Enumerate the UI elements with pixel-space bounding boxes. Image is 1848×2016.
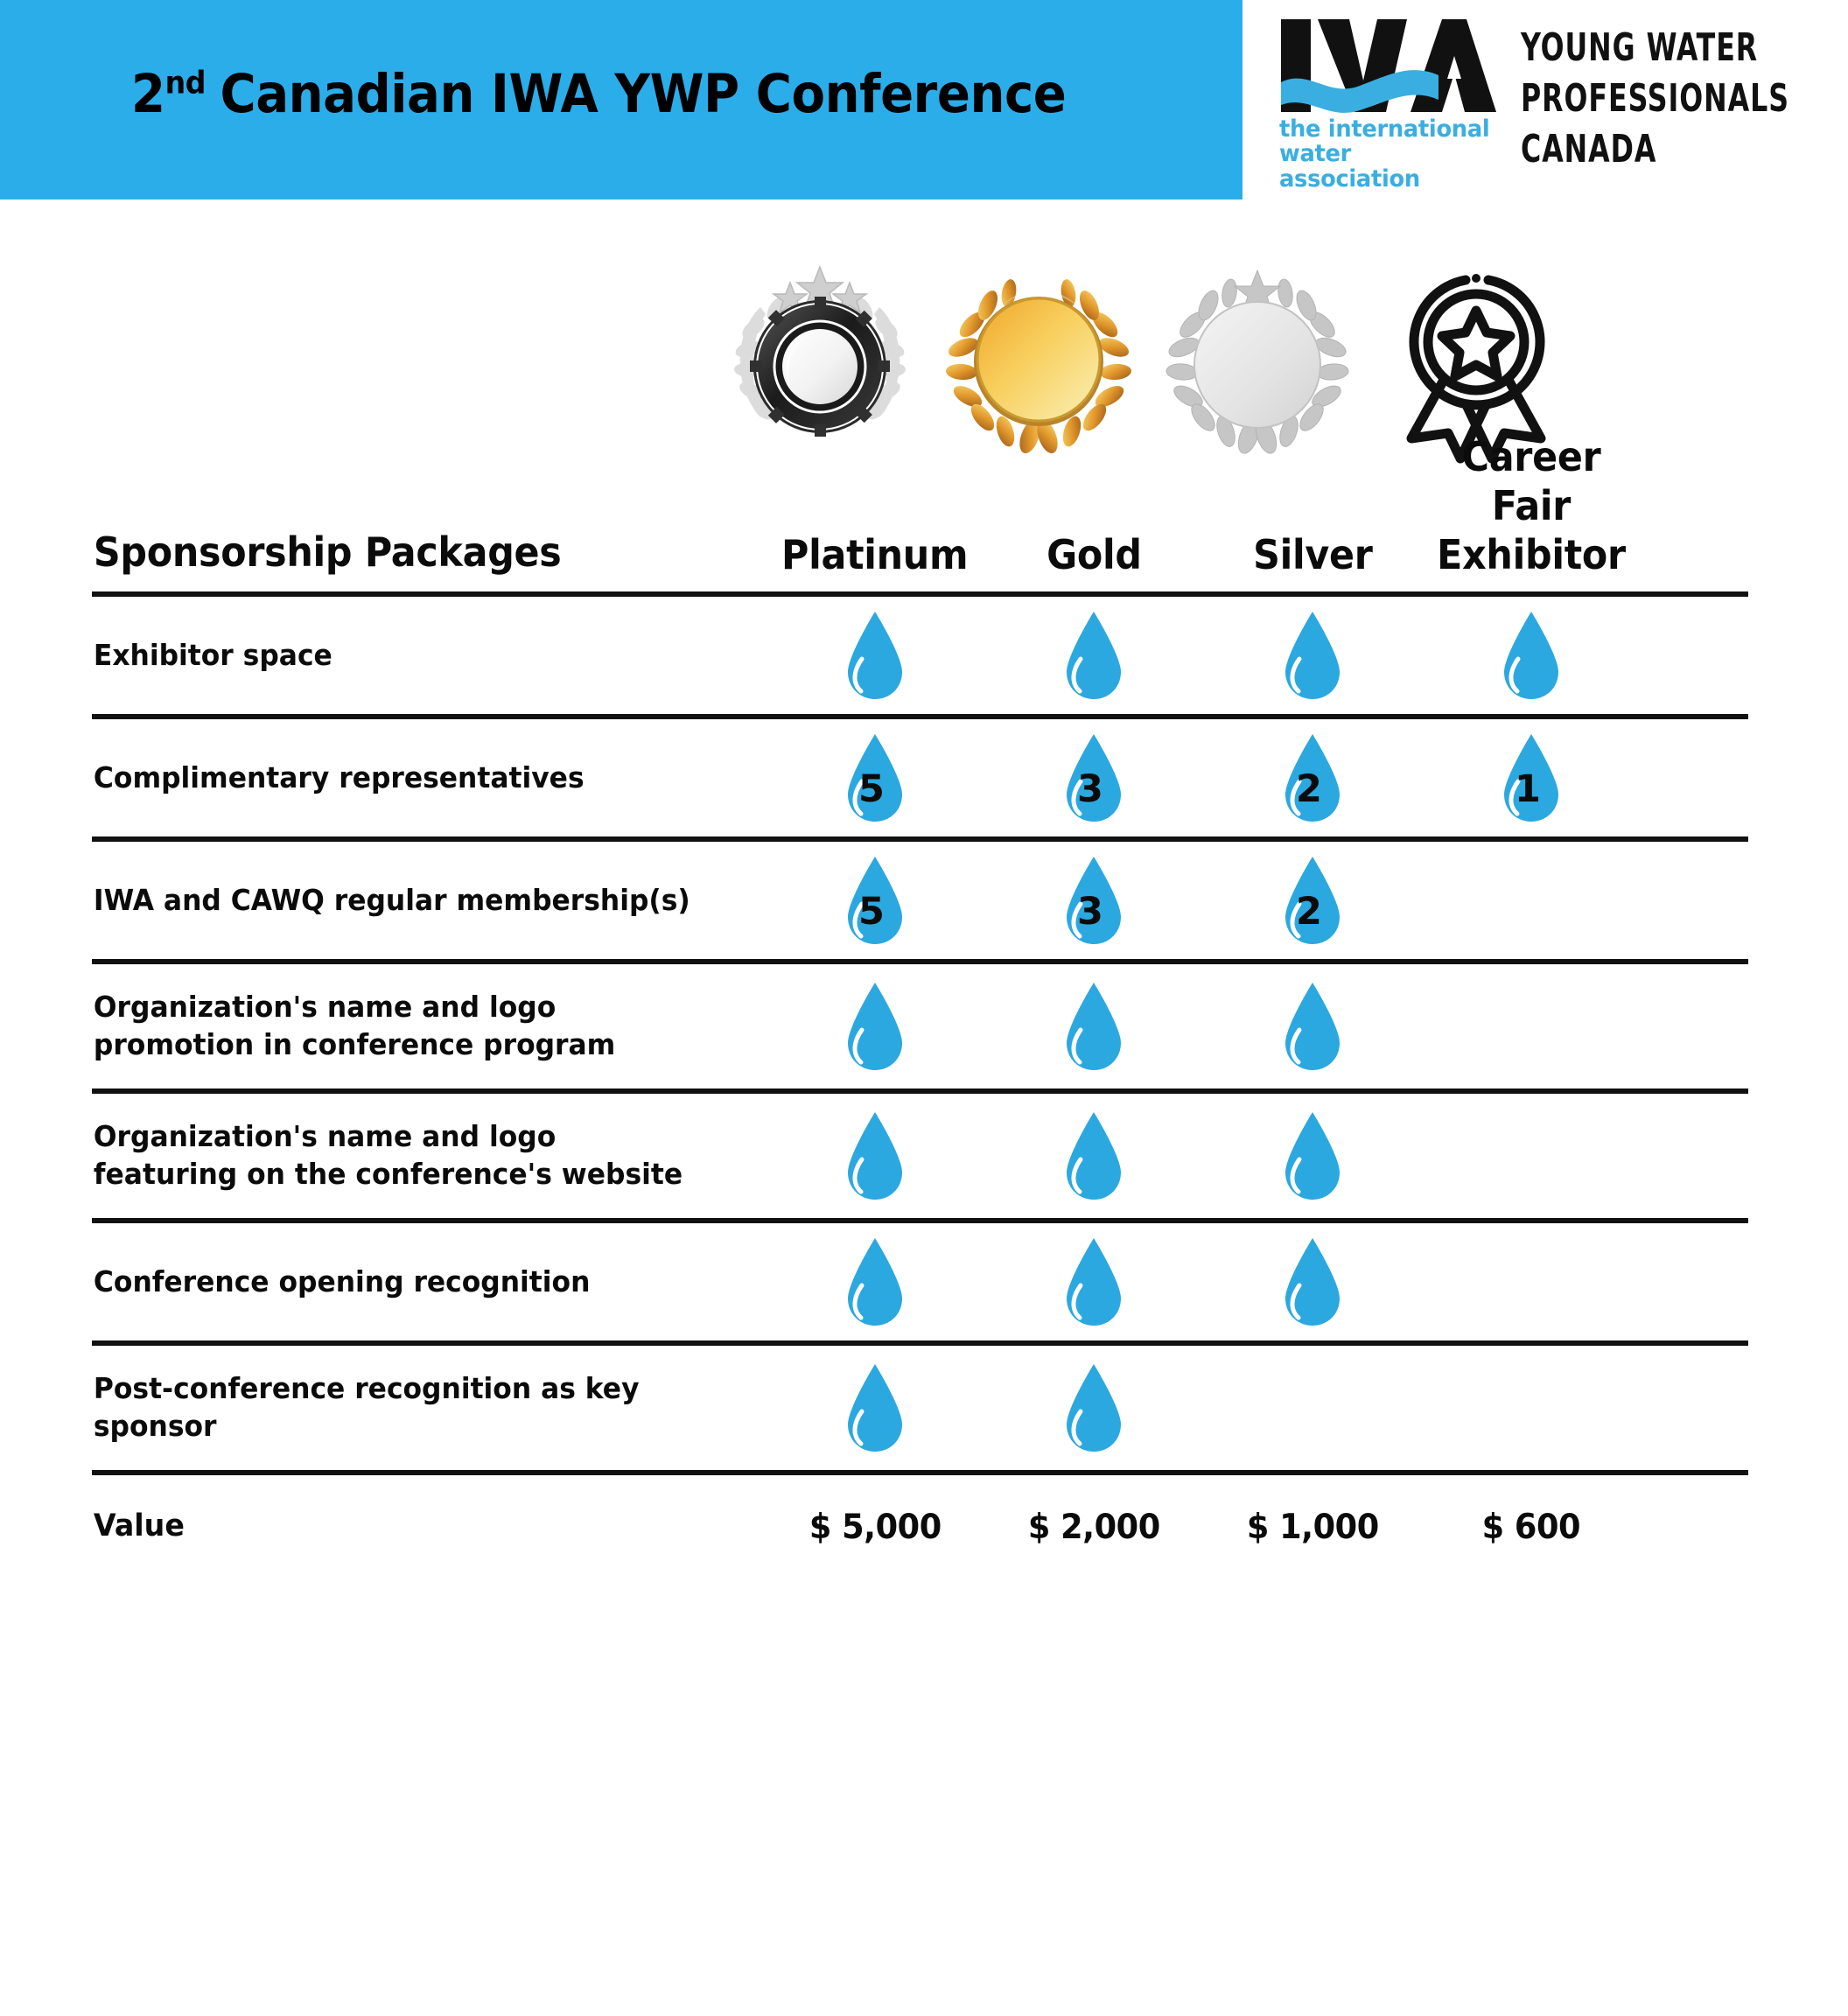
iwa-wordmark-icon (1279, 18, 1498, 114)
column-header-gold-label: Gold (1046, 530, 1142, 578)
cell-gold (984, 981, 1203, 1072)
column-header-platinum (766, 530, 984, 579)
page-title (131, 63, 1066, 125)
water-drop-icon (1278, 1236, 1347, 1327)
column-header-career-fair (1422, 432, 1641, 579)
water-drop-icon (841, 981, 909, 1072)
cell-gold (984, 1236, 1203, 1327)
feature-label: Organization's name and logo promotion in conference program (93, 990, 616, 1061)
page-header (0, 0, 1848, 203)
value-row-label: Value (93, 1508, 185, 1544)
ywp-line3: CANADA (1521, 127, 1657, 172)
cell-career-fair (1422, 732, 1641, 823)
water-drop-icon (1060, 732, 1128, 823)
table-row (92, 964, 1748, 1088)
platinum-medal-cell (710, 250, 929, 469)
ywp-canada-wordmark (1521, 18, 1789, 175)
column-header-platinum-label: Platinum (781, 530, 969, 578)
water-drop-icon (1060, 1110, 1128, 1201)
ywp-line1: YOUNG WATER (1521, 25, 1759, 70)
value-row (92, 1475, 1748, 1578)
gold-medal-icon (934, 255, 1144, 465)
cell-platinum (766, 981, 984, 1072)
value-platinum: $ 5,000 (808, 1507, 942, 1547)
ywp-line2: PROFESSIONALS (1521, 76, 1789, 122)
water-drop-icon (841, 610, 909, 701)
water-drop-icon (841, 1110, 909, 1201)
cell-platinum (766, 1110, 984, 1201)
cell-platinum (766, 1236, 984, 1327)
cell-gold (984, 610, 1203, 701)
feature-label: Conference opening recognition (93, 1264, 591, 1298)
cell-gold (984, 732, 1203, 823)
title-number: 2 (131, 63, 165, 125)
value-gold: $ 2,000 (1027, 1507, 1160, 1547)
column-header-career-fair-label: Career Fair Exhibitor (1437, 432, 1626, 578)
title-rest: Canadian IWA YWP Conference (220, 63, 1067, 125)
cell-gold (984, 1362, 1203, 1453)
table-header-row (92, 432, 1748, 592)
feature-label: Post-conference recognition as key sponsor (93, 1371, 640, 1443)
cell-platinum (766, 1362, 984, 1453)
water-drop-icon (1060, 1362, 1128, 1453)
sponsorship-table (92, 432, 1748, 1578)
cell-platinum (766, 855, 984, 946)
feature-label: IWA and CAWQ regular membership(s) (93, 882, 690, 917)
water-drop-count: 5 (858, 890, 885, 934)
value-silver: $ 1,000 (1246, 1507, 1379, 1547)
water-drop-icon (841, 1362, 909, 1453)
water-drop-icon (841, 855, 909, 946)
water-drop-icon (1060, 610, 1128, 701)
table-header-label: Sponsorship Packages (93, 528, 562, 577)
water-drop-icon (1278, 981, 1347, 1072)
cell-silver (1203, 1110, 1422, 1201)
cell-platinum (766, 732, 984, 823)
water-drop-count: 5 (858, 767, 885, 811)
title-ordinal: nd (164, 65, 206, 102)
iwa-logo (1279, 18, 1498, 192)
water-drop-count: 3 (1077, 890, 1103, 934)
water-drop-icon (1497, 610, 1565, 701)
water-drop-icon (1278, 855, 1347, 946)
logo-block (1279, 18, 1848, 192)
cell-gold (984, 1110, 1203, 1201)
table-body (92, 592, 1748, 1470)
table-row (92, 1094, 1748, 1218)
platinum-medal-icon (715, 255, 925, 465)
gold-medal-cell (929, 250, 1148, 469)
value-cell-career-fair (1422, 1508, 1641, 1547)
table-row (92, 719, 1748, 836)
cell-silver (1203, 1236, 1422, 1327)
cell-silver (1203, 732, 1422, 823)
cell-gold (984, 855, 1203, 946)
value-cell-platinum (766, 1508, 984, 1547)
water-drop-icon (1278, 610, 1347, 701)
water-drop-count: 1 (1515, 767, 1541, 811)
column-header-silver-label: Silver (1252, 530, 1373, 578)
value-cell-silver (1203, 1508, 1422, 1547)
silver-medal-cell (1148, 250, 1367, 469)
water-drop-count: 2 (1296, 890, 1322, 934)
table-row (92, 842, 1748, 959)
cell-career-fair (1422, 610, 1641, 701)
water-drop-icon (1060, 1236, 1128, 1327)
value-career-fair: $ 600 (1481, 1507, 1581, 1547)
water-drop-icon (841, 1236, 909, 1327)
iwa-tagline (1279, 117, 1492, 192)
water-drop-icon (1497, 732, 1565, 823)
feature-label: Organization's name and logo featuring on the conference's website (93, 1119, 683, 1191)
water-drop-icon (1060, 981, 1128, 1072)
column-header-gold (984, 530, 1203, 579)
water-drop-count: 2 (1296, 767, 1322, 811)
cell-silver (1203, 855, 1422, 946)
feature-label: Complimentary representatives (93, 760, 584, 794)
water-drop-icon (1278, 1110, 1347, 1201)
cell-silver (1203, 610, 1422, 701)
iwa-tagline-line1: the international (1279, 116, 1490, 143)
value-cell-gold (984, 1508, 1203, 1547)
column-header-silver (1203, 530, 1422, 579)
water-drop-icon (1278, 732, 1347, 823)
iwa-tagline-line2: water association (1279, 140, 1420, 192)
table-row (92, 1223, 1748, 1340)
feature-label: Exhibitor space (93, 637, 332, 672)
silver-medal-icon (1152, 255, 1362, 465)
water-drop-icon (1060, 855, 1128, 946)
cell-silver (1203, 981, 1422, 1072)
water-drop-icon (841, 732, 909, 823)
cell-platinum (766, 610, 984, 701)
water-drop-count: 3 (1077, 767, 1103, 811)
table-row (92, 1346, 1748, 1470)
table-row (92, 597, 1748, 714)
